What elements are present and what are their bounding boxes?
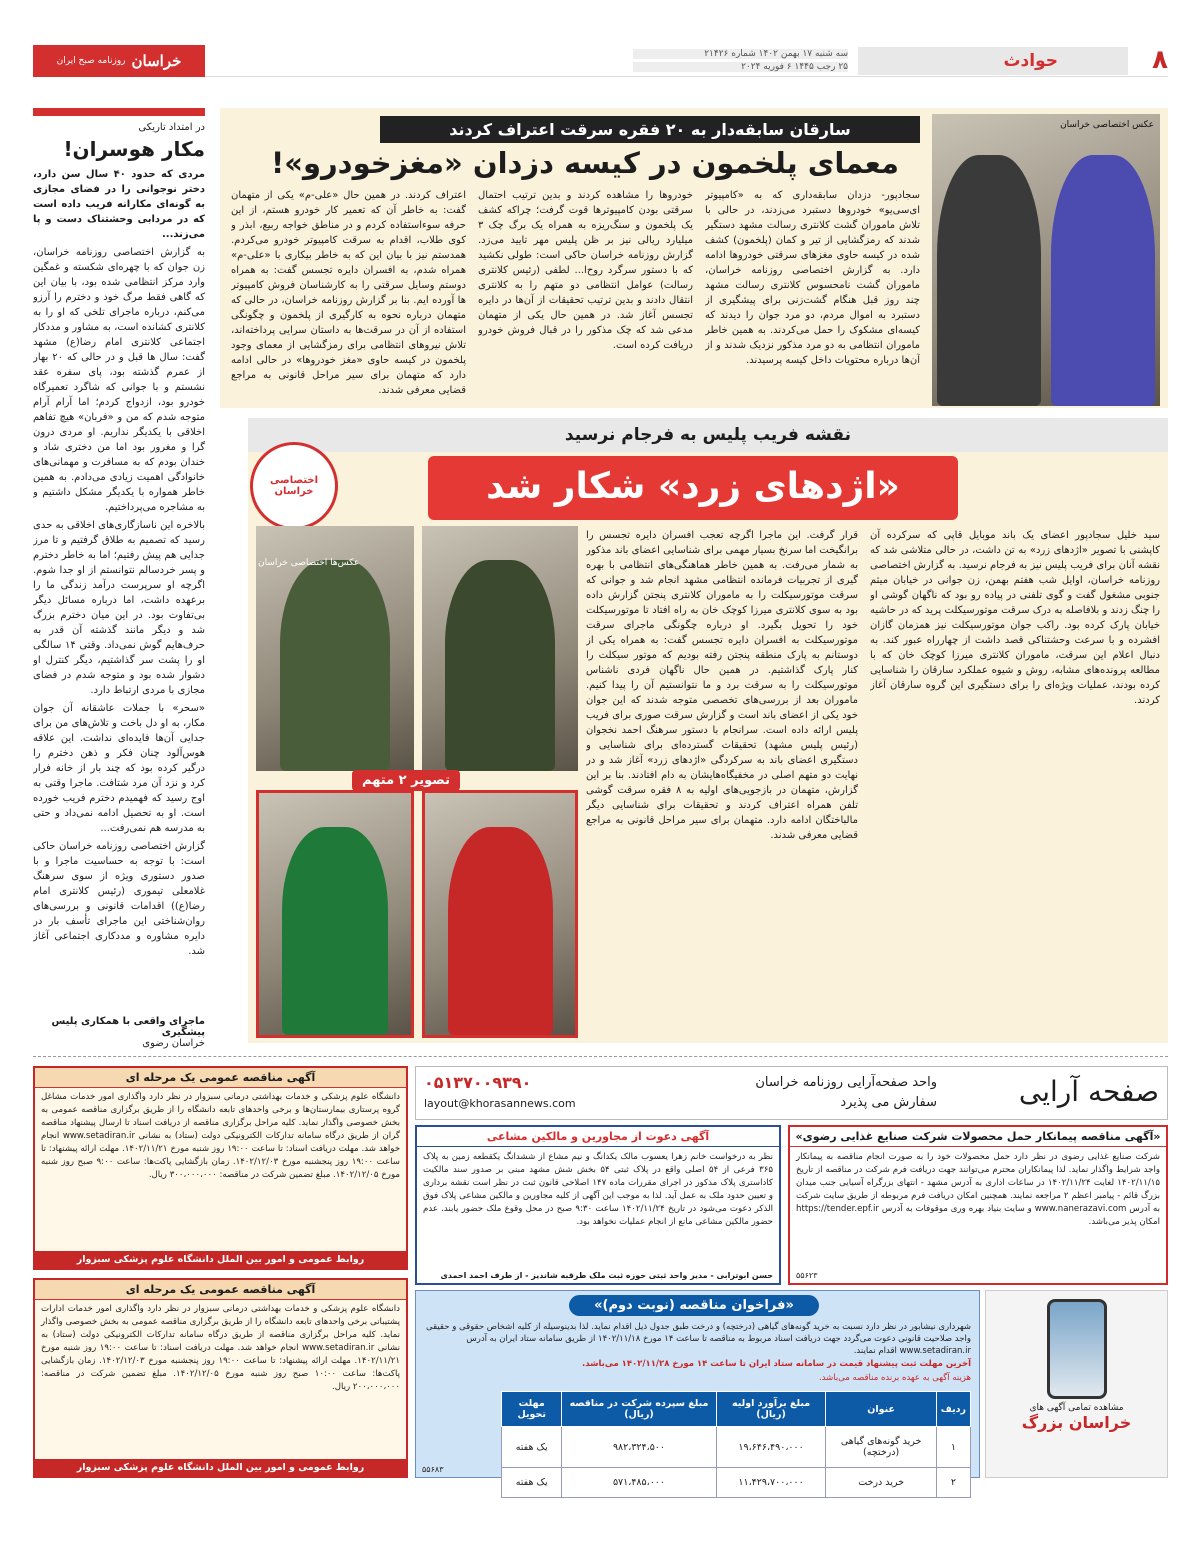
- issue-date-line1: سه شنبه ۱۷ بهمن ۱۴۰۲ شماره ۲۱۴۲۶: [633, 49, 848, 59]
- promo-title: صفحه آرایی: [1018, 1075, 1159, 1108]
- ads-divider: [33, 1056, 1168, 1057]
- ad-university-header: آگهی مناقصه عمومی یک مرحله ای: [35, 1280, 406, 1300]
- th-estimate: مبلغ برآورد اولیه (ریال): [716, 1392, 826, 1427]
- tender-table: [501, 1391, 971, 1498]
- table-cell: خرید درخت: [826, 1468, 936, 1498]
- suspect-figure: [280, 560, 391, 771]
- sidebar-footer: [33, 1012, 205, 1049]
- newspaper-logo: [33, 45, 205, 77]
- table-cell: یک هفته: [502, 1427, 562, 1468]
- table-row: [502, 1427, 971, 1468]
- suspect-photo: [422, 526, 578, 771]
- suspect-figure: [448, 827, 553, 1035]
- ad-university: [33, 1278, 408, 1478]
- suspect-figure: [445, 560, 554, 771]
- article2-text: قرار گرفت. این ماجرا اگرچه تعجب افسران دایره تجسس را برانگیخت اما سرنخ بسیار مهمی برای شناسایی اعضای باند مذکور به شمار می‌رفت. به همین خاطر هماهنگی‌های انتظامی با بهره گیری از تجربیات فرمانده انتظامی مشهد انجام شد و جوانی که سرقت موتورسیکلت را به ماموران کلانتری پنجتن گزارش داده بود به سوی کلانتری میرزا کوچک خان به راه افتاد تا موتورسیکلت خود را تحویل بگیرد. او درباره چگونگی ماجرای سرقت موتورسیکلت به افسران دایره تجسس گفت: به همراه یکی از دوستانم به پارک منطقه پنجتن رفته بودیم که موتور سیکلت را کنار پارک گذاشتیم. در همین حال ناگهان فردی ناشناس موتورسیکلت را به سرقت برد و ما نتوانستیم آن را پیدا کنیم. ماموران بعد از بررسی‌های تخصصی متوجه شدند که این جوان خود یکی از اعضای باند است و گزارش سرقت صوری برای فریب پلیس ارائه داده است. سرانجام با دستور سرهنگ احمد نخجوان (رئیس پلیس مشهد) تحقیقات گسترده‌ای برای شناسایی و دستگیری اعضای باند به سرکردگی «اژدهای زرد» آغاز شد و در نهایت دو متهم اصلی در مخفیگاه‌هایشان به دام افتادند. بنا بر این گزارش، متهمان در بازجویی‌های اولیه به ۸ فقره سرقت گوشی تلفن همراه اعتراف کردند و تحقیقات برای شناسایی دیگر مالباختگان ادامه دارد. متهمان برای سیر مراحل قانونی به مراجع قضایی معرفی شدند.: [586, 530, 858, 841]
- sidebar-footer-note: ماجرای واقعی با همکاری پلیس پیشگیری: [51, 1016, 205, 1038]
- photo-caption: تصویر ۲ متهم: [352, 770, 460, 791]
- page-header: [33, 45, 1168, 77]
- th-title: عنوان: [826, 1392, 936, 1427]
- article1-text: اعتراف کردند. در همین حال «علی-م» یکی از متهمان گفت: به خاطر آن که تعمیر کار خودرو هستم، از این حرفه سوءاستفاده کردم و در مناطق خواجه ربیع، ابذر و کوی طلاب، اقدام به سرقت کامپیوتر خودرو می‌کردم. همدستم نیز با بیان این که به خاطر بیکاری با «علی-م» همراه شدم، به افسران دایره تجسس گفت: به همراه دوستم وسایل سرقتی را به کارشناسان فروش کامپیوتر ها آورده ایم. بنا بر گزارش روزنامه خراسان، در حالی که متهمان درباره نحوه به کارگیری از پلخمون و چگونگی استفاده از آن در سرقت‌ها به داستان سرایی پرداخته‌اند، تلاش نیروهای انتظامی برای رمزگشایی از معمای وجود پلخمون در کیسه حاوی «مغز خودروها» در حالی ادامه دارد که متهمان برای سیر مراحل قانونی به مراجع قضایی معرفی شدند.: [231, 190, 466, 396]
- sidebar-top-rule: [33, 108, 205, 116]
- ad-university-body: دانشگاه علوم پزشکی و خدمات بهداشتی درمانی سبزوار در نظر دارد واگذاری امور خدمات ادارات پشتیبانی برخی واحدهای تابعه دانشگاه را از طریق برگزاری مناقصه عمومی به بخش خصوصی واگذار نماید. کلیه مراحل برگزاری مناقصه از طریق درگاه سامانه تدارکات الکترونیکی دولت (ستاد) به نشانی www.setadiran.ir انجام خواهد شد. مهلت دریافت اسناد: تا ساعت ۱۹:۰۰ روز شنبه مورخ ۱۴۰۲/۱۱/۲۱. مهلت ارائه پیشنهاد: تا ساعت ۱۹:۰۰ روز پنجشنبه مورخ ۱۴۰۲/۱۲/۰۳. زمان بازگشایی پاکت‌ها: ساعت ۱۰:۰۰ صبح روز شنبه مورخ ۱۴۰۲/۱۲/۰۵. مبلغ تضمین شرکت در مناقصه: ۲۰۰،۰۰۰،۰۰۰ ریال.: [41, 1304, 401, 1392]
- promo-email: layout@khorasannews.com: [424, 1097, 576, 1110]
- ad-university-header: آگهی مناقصه عمومی یک مرحله ای: [35, 1068, 406, 1088]
- article1-col: [478, 188, 693, 403]
- ad-university: [33, 1066, 408, 1270]
- table-cell: یک هفته: [502, 1468, 562, 1498]
- table-row: [502, 1468, 971, 1498]
- logo-sub: روزنامه صبح ایران: [56, 56, 126, 66]
- article1-photo: [932, 114, 1160, 406]
- article1-overline: سارقان سابقه‌دار به ۲۰ فقره سرقت اعتراف کردند: [380, 116, 920, 143]
- phone-mockup: [1047, 1299, 1107, 1399]
- ad-razavi-code: ۵۵۶۲۳: [796, 1271, 818, 1280]
- table-cell: ۵۷۱،۴۸۵،۰۰۰: [562, 1468, 716, 1498]
- ad-university-footer: روابط عمومی و امور بین الملل دانشگاه علوم پزشکی سبزوار: [35, 1251, 406, 1268]
- promo-line1: واحد صفحه‌آرایی روزنامه خراسان: [755, 1075, 937, 1090]
- table-cell: ۹۸۲،۳۲۴،۵۰۰: [562, 1427, 716, 1468]
- table-cell: ۲: [936, 1468, 970, 1498]
- th-row-number: ردیف: [936, 1392, 970, 1427]
- article1-photo-credit: عکس اختصاصی خراسان: [1060, 120, 1154, 130]
- ad-neighbors-header: آگهی دعوت از مجاورین و مالکین مشاعی: [417, 1127, 779, 1147]
- table-cell: خرید گونه‌های گیاهی (درختچه): [826, 1427, 936, 1468]
- ad-tender-code: ۵۵۶۸۳: [422, 1465, 444, 1474]
- sidebar-paragraph: بالاخره این ناسازگاری‌های اخلاقی به حدی رسید که تصمیم به طلاق گرفتیم و تا مرز جدایی هم پیش رفتیم؛ اما به خاطر دخترم و پسر خردسالم نتوانستم از او جدا شوم. اگرچه او سرپرست درآمد زندگی ما را برعهده داشت، اما درباره مسائل دیگر بی‌تفاوت بود. در این میان دخترم بزرگ شد و دیگر مانند گذشته آن قدر به حرف‌هایم گوش نمی‌داد. وقتی ۱۴ سالگی او را پشت سر گذاشتیم، دیگر کنترل او دشوار شده بود و متوجه شدم در فضای مجازی با مردی ارتباط دارد.: [33, 520, 205, 696]
- th-deposit: مبلغ سپرده شرکت در مناقصه (ریال): [562, 1392, 716, 1427]
- ad-neighbors-body: نظر به درخواست خانم زهرا یعسوب مالک یکدانگ و نیم مشاع از ششدانگ یکقطعه زمین به پلاک ۳۶۵ فرعی از ۵۴ اصلی واقع در پلاک ثبتی ۵۴ بخش شش مشهد مبنی بر صدور سند مالکیت کاداستری پلاک مذکور در اجرای مقررات ماده ۱۴۷ اصلاحی قانون ثبت در نظر است نقشه برداری و تعیین حدود ملک به عمل آید. لذا به موجب این آگهی از کلیه مجاورین و مالکین مشاعی پلاک فوق الذکر دعوت می‌شود در تاریخ ۱۴۰۲/۱۱/۲۴ ساعت ۹:۳۰ صبح در محل وقوع ملک حضور یابند. عدم حضور مالکین مشاعی مانع از انجام عملیات نخواهد بود.: [423, 1152, 774, 1227]
- suspect-figure: [282, 827, 388, 1035]
- article1-text: خودروها را مشاهده کردند و بدین ترتیب احتمال سرقتی بودن کامپیوترها قوت گرفت؛ چراکه کشف یک پلخمون و سنگ‌ریزه به همراه یک برگ چک ۳ میلیارد ریالی نیز بر ظن پلیس مهر تایید می‌زد. گزارش روزنامه خراسان حاکی است: طولی نکشید که با دستور سرگرد روح‌ا... لطفی (رئیس کلانتری رسالت) عوامل انتظامی دو متهم را به کلانتری انتقال دادند و بدین ترتیب تحقیقات از آن‌ها در دایره تجسس آغاز شد. در همین حال یکی از متهمان مدعی شد که چک مذکور را در قبال فروش خودرو دریافت کرده است.: [478, 190, 693, 351]
- ad-razavi: [788, 1125, 1168, 1285]
- ad-university-body: دانشگاه علوم پزشکی و خدمات بهداشتی درمانی سبزوار در نظر دارد واگذاری امور خدمات مشاغل گروه پرستاری بیمارستان‌ها و برخی واحدهای تابعه دانشگاه را از طریق برگزاری مناقصه عمومی به بخش خصوصی واگذار نماید. کلیه مراحل برگزاری مناقصه از دریافت اسناد تا ارسال پیشنهاد مناقصه گران از طریق درگاه سامانه تدارکات الکترونیکی دولت (ستاد) به نشانی www.setadiran.ir انجام خواهد شد. مهلت دریافت اسناد: تا ساعت ۱۹:۰۰ روز شنبه مورخ ۱۴۰۲/۱۱/۲۱. مهلت ارائه پیشنهاد: تا ساعت ۱۹:۰۰ روز پنجشنبه مورخ ۱۴۰۲/۱۲/۰۳. زمان بازگشایی پاکت‌ها: ساعت ۹:۰۰ صبح روز شنبه مورخ ۱۴۰۲/۱۲/۰۵. مبلغ تضمین شرکت در مناقصه: ۳۰۰،۰۰۰،۰۰۰ ریال.: [41, 1092, 401, 1180]
- sidebar-paragraph: «سحر» با جملات عاشقانه آن جوان مکار، به او دل باخت و تلاش‌های من برای جدایی آن‌ها فایده‌ای نداشت. این علاقه هوس‌آلود چنان فکر و ذهن دخترم را درگیر کرده بود که چند بار از خانه فرار کرد و نزد آن مرد شتافت. ماجرا وقتی به اوج رسید که فهمیدم دخترم فریب خورده است. او به تحصیل ادامه نمی‌داد و حتی به مدرسه هم نمی‌رفت...: [33, 703, 205, 834]
- ad-neighbors: [415, 1125, 781, 1285]
- article2-col: [586, 528, 858, 1033]
- article1: [220, 108, 1168, 408]
- ad-razavi-body: شرکت صنایع غذایی رضوی در نظر دارد حمل محصولات خود را به صورت انجام مناقصه به پیمانکار واجد شرایط واگذار نماید. لذا پیمانکاران محترم می‌توانند جهت دریافت فرم شرکت در مناقصه از تاریخ ۱۴۰۲/۱۱/۱۵ لغایت ۱۴۰۲/۱۱/۲۴ در ساعات اداری به آدرس مشهد - انتهای بزرگراه آسیایی جنب میدان بزرگ قائم - پیامبر اعظم ۲ مراجعه نمایند. همچنین امکان دریافت فرم مربوطه از طریق سایت شرکت به آدرس www.nanerazavi.com و سایت بنیاد بهره وری موقوفات به آدرس https://tender.epf.ir امکان پذیر می‌باشد.: [796, 1152, 1160, 1227]
- article2: [248, 418, 1168, 1043]
- page-number: ۸: [1152, 45, 1168, 75]
- ad-tender-deadline: آخرین مهلت ثبت پیشنهاد قیمت در سامانه ستاد ایران تا ساعت ۱۴ مورخ ۱۴۰۲/۱۱/۲۸ می‌باشد.: [581, 1359, 971, 1369]
- ad-app-text1: مشاهده تمامی آگهی های: [1029, 1403, 1124, 1413]
- table-cell: ۱: [936, 1427, 970, 1468]
- article2-col: [870, 528, 1160, 1033]
- sidebar-author: خراسان رضوی: [142, 1038, 205, 1049]
- section-title: حوادث: [858, 47, 1128, 75]
- suspect-photo: [422, 790, 578, 1038]
- ad-tender-title: «فراخوان مناقصه (نوبت دوم)»: [569, 1295, 819, 1316]
- article2-overline: نقشه فریب پلیس به فرجام نرسید: [248, 418, 1168, 452]
- sidebar-title: مکار هوسران!: [63, 137, 205, 161]
- sidebar-paragraph: گزارش اختصاصی روزنامه خراسان حاکی است: با توجه به حساسیت ماجرا و با صدور دستوری ویژه از سوی سرهنگ غلامعلی تیموری (رئیس کلانتری امام رضا(ع)) اقدامات قانونی و بررسی‌های روان‌شناختی این ماجرای تأسف بار در دایره مشاوره و مددکاری اجتماعی آغاز شد.: [33, 841, 205, 957]
- table-cell: ۱۱،۴۲۹،۷۰۰،۰۰۰: [716, 1468, 826, 1498]
- article1-col: [231, 188, 466, 403]
- exclusive-badge: اختصاصی خراسان: [250, 442, 338, 530]
- article1-title: معمای پلخمون در کیسه دزدان «مغزخودرو»!: [271, 146, 899, 180]
- promo-phone: ۰۵۱۳۷۰۰۹۳۹۰: [424, 1073, 532, 1092]
- sidebar-column: [33, 108, 205, 1048]
- promo-line2: سفارش می پذیرد: [840, 1095, 937, 1110]
- table-cell: ۱۹،۶۴۶،۴۹۰،۰۰۰: [716, 1427, 826, 1468]
- ad-razavi-header: «آگهی مناقصه پیمانکار حمل محصولات شرکت صنایع غذایی رضوی»: [790, 1127, 1166, 1147]
- suspect-figure: [937, 155, 1042, 406]
- suspect-figure: [1051, 155, 1156, 406]
- ad-neighbors-signature: حسن ابوترابی - مدیر واحد ثبتی حوزه ثبت ملک طرقبه شاندیز - از طرف احمد احمدی: [440, 1271, 773, 1280]
- sidebar-paragraph: مردی که حدود ۴۰ سال سن دارد، دختر نوجوانی را در فضای مجازی به گونه‌ای مکارانه فریب داده است که در مردابی وحشتناک دست و پا می‌زند...: [33, 169, 205, 240]
- ad-app: [985, 1290, 1168, 1478]
- article1-text: سجادپور- دزدان سابقه‌داری که به «کامپیوتر ای‌سی‌یو» خودروها دستبرد می‌زدند، در حالی با تلاش ماموران گشت کلانتری رسالت مشهد دستگیر شدند که رمزگشایی از تیر و کمان (پلخمون) کشف شده در کیسه حاوی مغزهای سرقتی خودروها ادامه دارد. به گزارش اختصاصی روزنامه خراسان، ماموران گشت نامحسوس کلانتری رسالت مشهد چند روز قبل هنگام گشت‌زنی برای پیشگیری از دستبرد به اموال مردم، دو مرد جوان را دیدند که کیسه‌ای مشکوک را حمل می‌کردند. به همین خاطر ماموران انتظامی به دو مرد مذکور نزدیک شدند و از آن‌ها درباره محتویات داخل کیسه پرسیدند.: [705, 190, 920, 366]
- photo-credit: عکس‌ها اختصاصی خراسان: [258, 558, 360, 568]
- sidebar-paragraph: به گزارش اختصاصی روزنامه خراسان، زن جوان که با چهره‌ای شکسته و غمگین وارد مرکز انتظامی شده بود، با بیان این که گاهی فقط مرگ خود و دخترم را آرزو می‌کنم، درباره ماجرای تلخی که او را به کلانتری کشانده است، به مشاور و مددکار اجتماعی کلانتری امام رضا(ع) مشهد گفت: سال ها قبل و در حالی که ۲۰ بهار از عمرم گذشته بود، پای سفره عقد نشستم و با جوانی که شاگرد تعمیرگاه خودرو بود، ازدواج کردم؛ اما آرام آرام متوجه شدم که من و «فربان» هیچ تفاهم اخلاقی با یکدیگر نداریم. او مردی درون گرا و مغرور بود اما من دختری شاد و خندان بودم که به مسافرت و مهمانی‌های خانوادگی اهمیت زیادی می‌دادم. به همین خاطر همواره با یکدیگر مشکل داشتیم و به مشاجره می‌پرداختیم.: [33, 247, 205, 513]
- th-deadline: مهلت تحویل: [502, 1392, 562, 1427]
- logo-name: خراسان: [131, 52, 182, 70]
- suspect-photo: [256, 790, 414, 1038]
- ad-layout-promo: [415, 1066, 1168, 1120]
- ad-tender-note: هزینه آگهی به عهده برنده مناقصه می‌باشد.: [818, 1373, 971, 1383]
- article2-text: سید خلیل سجادپور اعضای یک باند موبایل قاپی که سرکرده آن کاپشنی با تصویر «اژدهای زرد» به تن داشت، در حالی متلاشی شد که نقشه آنان برای فریب پلیس نیز به فرجام نرسید. به گزارش اختصاصی روزنامه خراسان، اوایل شب هفتم بهمن، زن جوانی در خیابان میثم جنوبی مشغول گفت و گوی تلفنی در پیاده رو بود که ناگهان گوشی او را چنگ زدند و بلافاصله به درک سرقت موتورسیکلت پرید که در حاشیه خیابان پارک کرده بود. راکب جوان موتورسیکلت نیز همزمان گازان افشرده و با سرعت وحشتناکی قصد داشت از چهارراه عبور کند. به دنبال اعلام این سرقت، ماموران کلانتری میرزا کوچک خان که با مطالعه پرونده‌های مشابه، روش و شیوه عملکرد سارقان را شناسایی کرده بودند، عملیات ویژه‌ای را برای دستگیری این گروه سارقان آغاز کردند.: [870, 530, 1160, 706]
- sidebar-kicker: در امتداد تاریکی: [138, 122, 205, 133]
- article1-col: [705, 188, 920, 403]
- ad-tender: [415, 1290, 980, 1488]
- issue-date-line2: ۲۵ رجب ۱۴۴۵ ۶ فوریه ۲۰۲۴: [633, 62, 848, 72]
- ad-tender-intro: شهرداری نیشابور در نظر دارد نسبت به خرید گونه‌های گیاهی (درختچه) و درخت طبق جدول ذیل اقدام نماید. لذا بدینوسیله از کلیه اشخاص حقوقی و حقیقی واجد صلاحیت قانونی دعوت می‌گردد جهت دریافت اسناد مربوط به مناقصه تا ساعت ۱۴ مورخ ۱۴۰۲/۱۱/۱۸ از طریق سامانه ستاد ایران به آدرس www.setadiran.ir اقدام نمایند.: [425, 1322, 971, 1356]
- article2-title: «اژدهای زرد» شکار شد: [428, 456, 958, 520]
- ad-university-footer: روابط عمومی و امور بین الملل دانشگاه علوم پزشکی سبزوار: [35, 1459, 406, 1476]
- ad-app-text2: خراسان بزرگ: [1021, 1413, 1132, 1432]
